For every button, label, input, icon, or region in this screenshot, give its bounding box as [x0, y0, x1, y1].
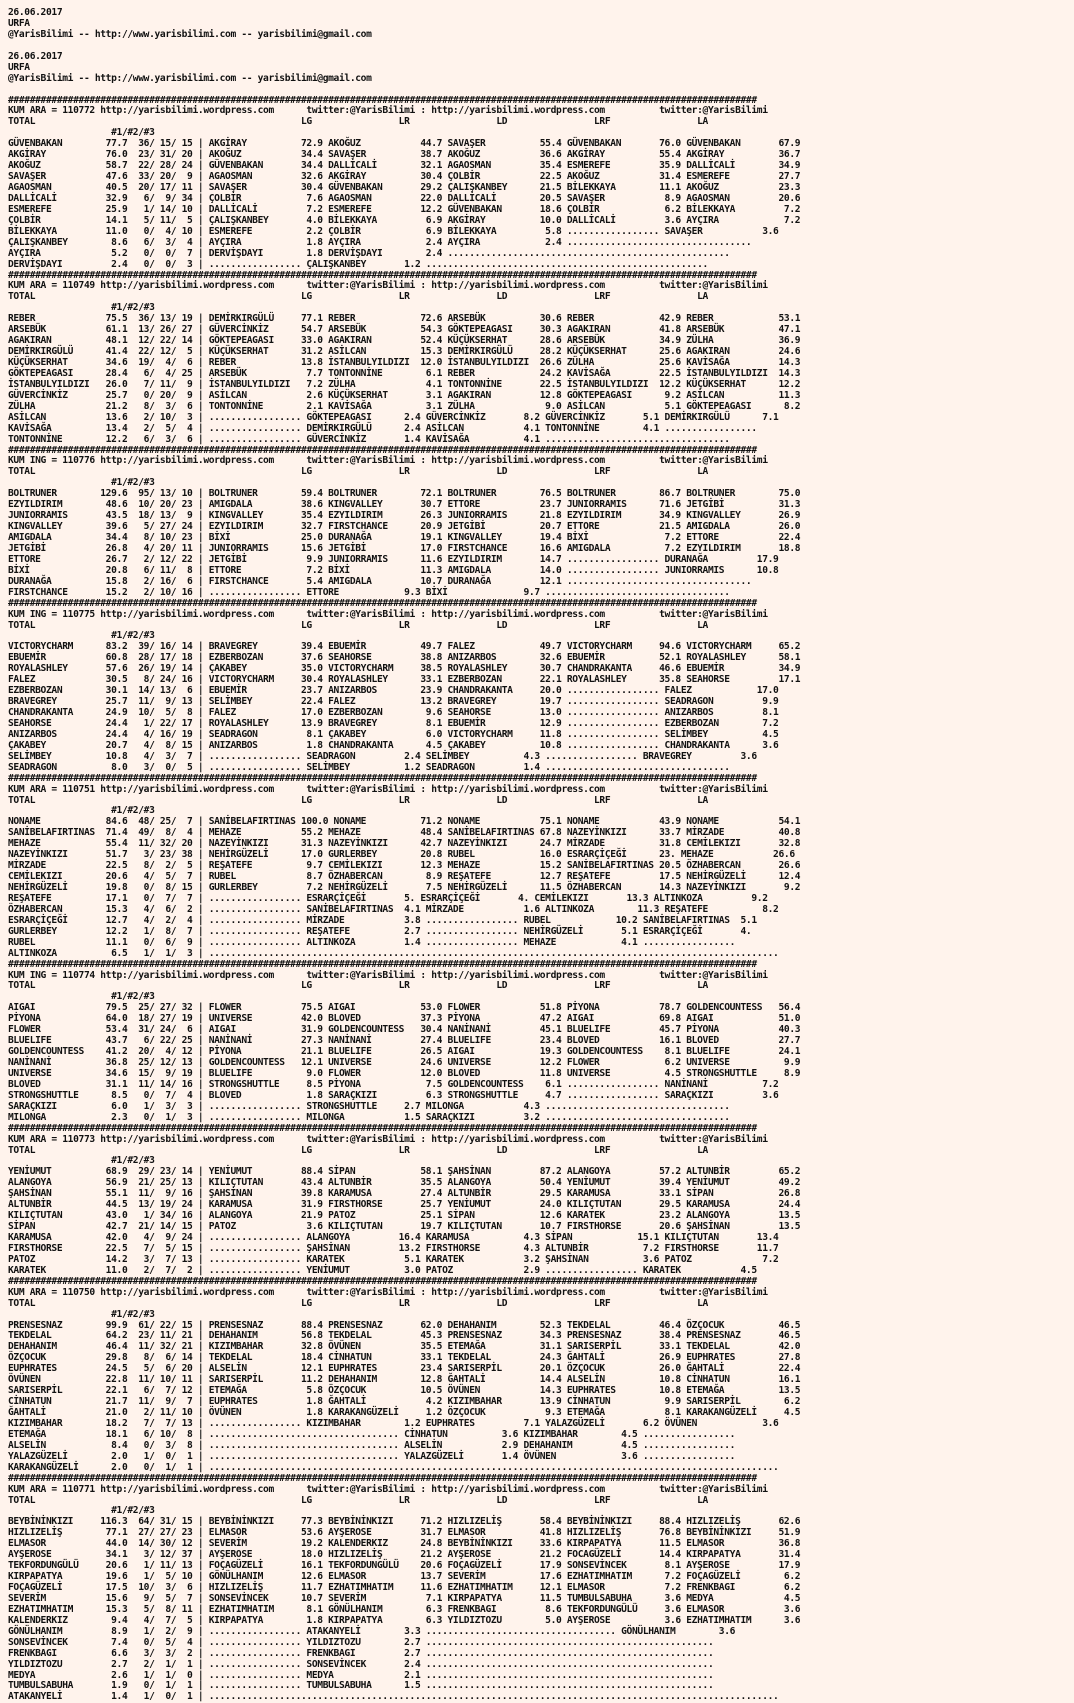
table-row: İSTANBULYILDIZI 26.0 7/ 11/ 9 | İSTANBULYILDIZI 7.2 ZÜLHA 4.1 TONTONNİNE 22.5 İSTANBULYILDIZI 12.2 KÜÇÜKSERHAT 12.2 — [8, 378, 801, 390]
table-row: UNIVERSE 34.6 15/ 9/ 19 | BLUELIFE 9.0 FLOWER 12.0 BLOVED 11.8 UNIVERSE 4.5 STRONGSHUTTLE 8.9 — [8, 1067, 801, 1079]
header-line: @YarisBilimi -- http://www.yarisbilimi.com -- yarisbilimi@gmail.com — [8, 28, 372, 40]
table-row: FLOWER 53.4 31/ 24/ 6 | AIGAI 31.9 GOLDENCOUNTESS 30.4 NANİNANİ 45.1 BLUELIFE 45.7 PİYONA 40.3 — [8, 1024, 801, 1036]
header-line: URFA — [8, 61, 30, 73]
table-row: EZYILDIRIM 48.6 10/ 20/ 23 | AMIGDALA 38.6 KINGVALLEY 30.7 ETTORE 23.7 JUNIORRAMIS 71.6 JETGİBİ 31.3 — [8, 499, 801, 511]
header-line: 26.06.2017 — [8, 7, 63, 18]
table-row: FRENKBAGI 6.6 3/ 3/ 2 | ................. FRENKBAGI 2.7 ..................................................... — [8, 1647, 714, 1659]
table-row: GÖNÜLHANIM 8.9 1/ 2/ 9 | ................. ATAKANYELİ 3.3 ................................... GÖNÜLHANIM 3.6 — [8, 1625, 736, 1637]
table-row: SEVERİM 15.6 9/ 5/ 7 | SONSEVİNCEK 10.7 SEVERİM 7.1 KIRPAPATYA 11.5 TUMBULSABUHA 3.6 MEDYA 4.5 — [8, 1592, 801, 1604]
table-row: CEMİLEKIZI 20.6 4/ 5/ 7 | RUBEL 8.7 ÖZHABERCAN 8.9 REŞATEFE 12.7 REŞATEFE 17.5 NEHİRGÜZELİ 12.4 — [8, 871, 801, 883]
table-row: DALLİCALİ 32.9 6/ 9/ 34 | ÇOLBİR 7.6 AGAOSMAN 22.0 DALLİCALİ 20.5 SAVAŞER 8.9 AGAOSMAN 20.6 — [8, 192, 801, 204]
table-row: ŞAHSİNAN 55.1 11/ 9/ 16 | ŞAHSİNAN 39.8 KARAMUSA 27.4 ALTUNBİR 29.5 KARAMUSA 33.1 SİPAN 26.8 — [8, 1188, 801, 1200]
race-title: KUM ARA = 110750 http://yarisbilimi.wordpress.com twitter:@YarisBilimi : http://yarisbilimi.wordpress.com twitter:@YarisBilimi — [8, 1286, 768, 1298]
column-headers: TOTAL LG LR LD LRF LA — [8, 291, 708, 303]
separator-rule: ########################################################################################################################################## — [8, 772, 757, 784]
placing-header: #1/#2/#3 — [8, 1155, 155, 1167]
table-row: VICTORYCHARM 83.2 39/ 16/ 14 | BRAVEGREY 39.4 EBUEMİR 49.7 FALEZ 49.7 VICTORYCHARM 94.6 VICTORYCHARM 65.2 — [8, 641, 801, 653]
table-row: KARATEK 11.0 2/ 7/ 2 | ................. YENİUMUT 3.0 PATOZ 2.9 ................. KARATEK 4.5 — [8, 1264, 757, 1276]
race-title: KUM ARA = 110771 http://yarisbilimi.wordpress.com twitter:@YarisBilimi : http://yarisbilimi.wordpress.com twitter:@YarisBilimi — [8, 1483, 768, 1495]
table-row: CHANDRAKANTA 24.9 10/ 5/ 8 | FALEZ 17.0 EZBERBOZAN 9.6 SEAHORSE 13.0 ................. ANIZARBOS 8.1 — [8, 707, 779, 718]
table-row: MILONGA 2.3 0/ 1/ 3 | ................. MILONGA 1.5 SARAÇKIZI 3.2 .................................. — [8, 1111, 730, 1123]
table-row: AGAKIRAN 48.1 12/ 22/ 14 | GÖKTEPEAGASI 33.0 AGAKIRAN 52.4 KÜÇÜKSERHAT 28.6 ARSEBÜK 34.9 ZÜLHA 36.9 — [8, 335, 801, 347]
table-row: ALSELİN 8.4 0/ 3/ 8 | ................................... ALSELİN 2.9 DEHAHANIM 4.5 ................. — [8, 1439, 736, 1451]
table-row: ELMASOR 44.0 14/ 30/ 12 | SEVERİM 19.2 KALENDERKIZ 24.8 BEYBİNİNKIZI 33.6 KIRPAPATYA 11.5 ELMASOR 36.8 — [8, 1538, 801, 1550]
placing-header: #1/#2/#3 — [8, 805, 155, 817]
separator-rule: ########################################################################################################################################## — [8, 94, 757, 106]
table-row: GÜVENBAKAN 77.7 36/ 15/ 15 | AKGİRAY 72.9 AKOĞUZ 44.7 SAVAŞER 55.4 GÜVENBAKAN 76.0 GÜVENBAKAN 67.9 — [8, 138, 801, 150]
table-row: KILIÇTUTAN 43.0 1/ 34/ 16 | ALANGOYA 21.9 PATOZ 25.1 SİPAN 12.6 KARATEK 23.2 ALANGOYA 13.5 — [8, 1210, 801, 1222]
table-row: GÖKTEPEAGASI 28.4 6/ 4/ 25 | ARSEBÜK 7.7 TONTONNİNE 6.1 REBER 24.2 KAVİSAĞA 22.5 İSTANBULYILDIZI 14.3 — [8, 367, 801, 379]
table-row: FIRSTCHANCE 15.2 2/ 10/ 16 | ................. ETTORE 9.3 BİXİ 9.7 .................................. — [8, 586, 730, 598]
table-row: ETEMAĞA 18.1 6/ 10/ 8 | ................................... CİNHATUN 3.6 KIZIMBAHAR 4.5 ................. — [8, 1428, 736, 1440]
table-row: AKOĞUZ 58.7 22/ 28/ 24 | GÜVENBAKAN 34.4 DALLİCALİ 32.1 AGAOSMAN 35.4 ESMEREFE 35.9 DALLİCALİ 34.9 — [8, 160, 801, 172]
race-title: KUM ARA = 110773 http://yarisbilimi.wordpress.com twitter:@YarisBilimi : http://yarisbilimi.wordpress.com twitter:@YarisBilimi — [8, 1133, 768, 1145]
table-row: AMIGDALA 34.4 8/ 10/ 23 | BİXİ 25.0 DURANAĞA 19.1 KINGVALLEY 19.4 BİXİ 7.2 ETTORE 22.4 — [8, 532, 801, 543]
table-row: KIZIMBAHAR 18.2 7/ 7/ 13 | ................. KIZIMBAHAR 1.2 EUPHRATES 7.1 YALAZGÜZELİ 6.2 ÖVÜNEN 3.6 — [8, 1417, 779, 1429]
table-row: YALAZGÜZELİ 2.0 1/ 0/ 1 | ................................... YALAZGÜZELİ 1.4 ÖVÜNEN 3.6 ................. — [8, 1450, 736, 1462]
placing-header: #1/#2/#3 — [8, 1505, 155, 1517]
table-row: SARAÇKIZI 6.0 1/ 3/ 3 | ................. STRONGSHUTTLE 2.7 MILONGA 4.3 .................................. — [8, 1100, 730, 1112]
table-row: AIGAI 79.5 25/ 27/ 32 | FLOWER 75.5 AIGAI 53.0 FLOWER 51.8 PİYONA 78.7 GOLDENCOUNTESS 56.4 — [8, 1002, 801, 1014]
table-row: DURANAĞA 15.8 2/ 16/ 6 | FIRSTCHANCE 5.4 AMIGDALA 10.7 DURANAĞA 12.1 .................................. — [8, 575, 752, 587]
table-row: PİYONA 64.0 18/ 27/ 19 | UNIVERSE 42.0 BLOVED 37.3 PİYONA 47.2 AIGAI 69.8 AIGAI 51.0 — [8, 1013, 801, 1025]
header-line: 26.06.2017 — [8, 50, 63, 62]
table-row: BOLTRUNER 129.6 95/ 13/ 10 | BOLTRUNER 59.4 BOLTRUNER 72.1 BOLTRUNER 76.5 BOLTRUNER 86.7 BOLTRUNER 75.0 — [8, 488, 801, 500]
race-title: KUM ING = 110775 http://yarisbilimi.wordpress.com twitter:@YarisBilimi : http://yarisbilimi.wordpress.com twitter:@YarisBilimi — [8, 608, 768, 620]
table-row: ALANGOYA 56.9 21/ 25/ 13 | KILIÇTUTAN 43.4 ALTUNBİR 35.5 ALANGOYA 50.4 YENİUMUT 39.4 YENİUMUT 49.2 — [8, 1177, 801, 1189]
column-headers: TOTAL LG LR LD LRF LA — [8, 116, 708, 128]
table-row: KARAMUSA 42.0 4/ 9/ 24 | ................. ALANGOYA 16.4 KARAMUSA 4.3 SİPAN 15.1 KILIÇTUTAN 13.4 — [8, 1232, 779, 1243]
table-row: SAVAŞER 47.6 33/ 20/ 9 | AGAOSMAN 32.6 AKGİRAY 30.4 ÇOLBİR 22.5 AKOĞUZ 31.4 ESMEREFE 27.7 — [8, 171, 801, 183]
separator-rule: ########################################################################################################################################## — [8, 597, 757, 609]
placing-header: #1/#2/#3 — [8, 630, 155, 642]
table-row: ARSEBÜK 61.1 13/ 26/ 27 | GÜVERCİNKİZ 54.7 ARSEBÜK 54.3 GÖKTEPEAGASI 30.3 AGAKIRAN 41.8 ARSEBÜK 47.1 — [8, 324, 801, 336]
table-row: ATAKANYELİ 1.4 1/ 0/ 1 | ......................................................................................................... — [8, 1691, 779, 1703]
table-row: BLOVED 31.1 11/ 14/ 16 | STRONGSHUTTLE 8.5 PİYONA 7.5 GOLDENCOUNTESS 6.1 ................. NANİNANİ 7.2 — [8, 1078, 779, 1090]
table-row: SONSEVİNCEK 7.4 0/ 5/ 4 | ................. YILDIZTOZU 2.7 ..................................................... — [8, 1636, 714, 1648]
table-row: MEHAZE 55.4 11/ 32/ 20 | NAZEYİNKIZI 31.3 NAZEYİNKIZI 42.7 NAZEYİNKIZI 24.7 MİRZADE 31.8 CEMİLEKIZI 32.8 — [8, 838, 801, 850]
header-line: @YarisBilimi -- http://www.yarisbilimi.com -- yarisbilimi@gmail.com — [8, 72, 372, 84]
table-row: ESMEREFE 25.9 1/ 14/ 10 | DALLİCALİ 7.2 ESMEREFE 12.2 GÜVENBAKAN 18.6 ÇOLBİR 6.2 BİLEKKAYA 7.2 — [8, 203, 801, 215]
table-row: ÇAKABEY 20.7 4/ 8/ 15 | ANIZARBOS 1.8 CHANDRAKANTA 4.5 ÇAKABEY 10.8 ................. CHANDRAKANTA 3.6 — [8, 739, 779, 751]
table-row: ETTORE 26.7 2/ 12/ 22 | JETGİBİ 9.9 JUNIORRAMIS 11.6 EZYILDIRIM 14.7 ................. DURANAĞA 17.9 — [8, 553, 779, 565]
table-row: FIRSTHORSE 22.5 7/ 5/ 15 | ................. ŞAHSİNAN 13.2 FIRSTHORSE 4.3 ALTUNBİR 7.2 FIRSTHORSE 11.7 — [8, 1242, 779, 1254]
table-row: YENİUMUT 68.9 29/ 23/ 14 | YENİUMUT 88.4 SİPAN 58.1 ŞAHSİNAN 87.2 ALANGOYA 57.2 ALTUNBİR 65.2 — [8, 1166, 801, 1178]
race-title: KUM ARA = 110751 http://yarisbilimi.wordpress.com twitter:@YarisBilimi : http://yarisbilimi.wordpress.com twitter:@YarisBilimi — [8, 783, 768, 795]
table-row: SELİMBEY 10.8 4/ 3/ 7 | ................. SEADRAGON 2.4 SELİMBEY 4.3 ................. BRAVEGREY 3.6 — [8, 750, 757, 762]
table-row: TEKDELAL 64.2 23/ 11/ 21 | DEHAHANIM 56.8 TEKDELAL 45.3 PRENSESNAZ 34.3 PRENSESNAZ 38.4 PRENSESNAZ 46.5 — [8, 1330, 801, 1342]
column-headers: TOTAL LG LR LD LRF LA — [8, 794, 708, 806]
table-row: KIRPAPATYA 19.6 1/ 5/ 10 | GÖNÜLHANIM 12.6 ELMASOR 13.7 SEVERİM 17.6 EZHATIMHATIM 7.2 FOÇAGÜZELİ 6.2 — [8, 1571, 801, 1583]
table-row: AGAOSMAN 40.5 20/ 17/ 11 | SAVAŞER 30.4 GÜVENBAKAN 29.2 ÇALIŞKANBEY 21.5 BİLEKKAYA 11.1 AKOĞUZ 23.3 — [8, 182, 801, 193]
placing-header: #1/#2/#3 — [8, 991, 155, 1003]
table-row: EZBERBOZAN 30.1 14/ 13/ 6 | EBUEMİR 23.7 ANIZARBOS 23.9 CHANDRAKANTA 20.0 ................. FALEZ 17.0 — [8, 685, 779, 697]
table-row: KINGVALLEY 39.6 5/ 27/ 24 | EZYILDIRIM 32.7 FIRSTCHANCE 20.9 JETGİBİ 20.7 ETTORE 21.5 AMIGDALA 26.0 — [8, 521, 801, 533]
column-headers: TOTAL LG LR LD LRF LA — [8, 1494, 708, 1506]
placing-header: #1/#2/#3 — [8, 127, 155, 139]
placing-header: #1/#2/#3 — [8, 1308, 155, 1320]
race-title: KUM ING = 110774 http://yarisbilimi.wordpress.com twitter:@YarisBilimi : http://yarisbilimi.wordpress.com twitter:@YarisBilimi — [8, 969, 768, 981]
table-row: REBER 75.5 36/ 13/ 19 | DEMİRKIRGÜLÜ 77.1 REBER 72.6 ARSEBÜK 30.6 REBER 42.9 REBER 53.1 — [8, 313, 801, 325]
table-row: ÖZHABERCAN 15.3 4/ 6/ 2 | ................. SANİBELAFIRTINAS 4.1 MİRZADE 1.6 ALTINKOZA 11.3 REŞATEFE 8.2 — [8, 903, 779, 915]
table-row: ANIZARBOS 24.4 4/ 16/ 19 | SEADRAGON 8.1 ÇAKABEY 6.0 VICTORYCHARM 11.8 ................. SELİMBEY 4.5 — [8, 728, 779, 740]
table-row: SEAHORSE 24.4 1/ 22/ 17 | ROYALASHLEY 13.9 BRAVEGREY 8.1 EBUEMİR 12.9 ................. EZBERBOZAN 7.2 — [8, 717, 779, 729]
table-row: FOÇAGÜZELİ 17.5 10/ 3/ 6 | HIZLIZELİŞ 11.7 EZHATIMHATIM 11.6 EZHATIMHATIM 12.1 ELMASOR 7.2 FRENKBAGI 6.2 — [8, 1582, 801, 1593]
table-row: ÖVÜNEN 22.8 11/ 10/ 11 | SARISERPİL 11.2 DEHAHANIM 12.8 ĞAHTALİ 14.4 ALSELİN 10.8 CİNHATUN 16.1 — [8, 1374, 801, 1386]
table-row: RUBEL 11.1 0/ 6/ 9 | ................. ALTINKOZA 1.4 ................. MEHAZE 4.1 ................. — [8, 936, 736, 948]
separator-rule: ########################################################################################################################################## — [8, 1122, 757, 1134]
race-title: KUM ING = 110776 http://yarisbilimi.wordpress.com twitter:@YarisBilimi : http://yarisbilimi.wordpress.com twitter:@YarisBilimi — [8, 455, 768, 467]
table-row: SİPAN 42.7 21/ 14/ 15 | PATOZ 3.6 KILIÇTUTAN 19.7 KILIÇTUTAN 10.7 FIRSTHORSE 20.6 ŞAHSİNAN 13.5 — [8, 1221, 801, 1233]
table-row: NAZEYİNKIZI 51.7 3/ 23/ 38 | NEHİRGÜZELİ 17.0 GURLERBEY 20.8 RUBEL 16.0 ESRARÇİÇEĞİ 23. MEHAZE 26.6 — [8, 849, 795, 861]
column-headers: TOTAL LG LR LD LRF LA — [8, 619, 708, 631]
table-row: YILDIZTOZU 2.7 2/ 1/ 1 | ................. SONSEVİNCEK 2.4 ..................................................... — [8, 1658, 714, 1670]
table-row: BİXİ 20.8 6/ 11/ 8 | ETTORE 7.2 BİXİ 11.3 AMIGDALA 14.0 ................. JUNIORRAMIS 10.8 — [8, 564, 779, 576]
table-row: BEYBİNİNKIZI 116.3 64/ 31/ 15 | BEYBİNİNKIZI 77.3 BEYBİNİNKIZI 71.2 HIZLIZELİŞ 58.4 BEYBİNİNKIZI 88.4 HIZLIZELİŞ 62.6 — [8, 1516, 801, 1528]
spacer — [8, 41, 1074, 52]
table-row: AYÇIRA 5.2 0/ 0/ 7 | DERVİŞDAYI 1.8 DERVİŞDAYI 2.4 .................................................... — [8, 247, 730, 259]
table-row: TEKFORDUNGÜLÜ 20.6 1/ 11/ 13 | FOÇAGÜZELİ 16.1 TEKFORDUNGÜLÜ 20.6 FOÇAGÜZELİ 17.9 SONSEVİNCEK 8.1 AYŞEROSE 17.9 — [8, 1560, 801, 1572]
table-row: AKGİRAY 76.0 23/ 31/ 20 | AKOĞUZ 34.4 SAVAŞER 38.7 AKOĞUZ 36.6 AKGİRAY 55.4 AKGİRAY 36.7 — [8, 149, 801, 161]
separator-rule: ########################################################################################################################################## — [8, 958, 757, 970]
table-row: HIZLIZELİŞ 77.1 27/ 27/ 23 | ELMASOR 53.6 AYŞEROSE 31.7 ELMASOR 41.8 HIZLIZELİŞ 76.8 BEYBİNİNKIZI 51.9 — [8, 1527, 801, 1539]
table-row: FALEZ 30.5 8/ 24/ 16 | VICTORYCHARM 30.4 ROYALASHLEY 33.1 EZBERBOZAN 22.1 ROYALASHLEY 35.8 SEAHORSE 17.1 — [8, 674, 801, 686]
table-row: BRAVEGREY 25.7 11/ 9/ 13 | SELİMBEY 22.4 FALEZ 13.2 BRAVEGREY 19.7 ................. SEADRAGON 9.9 — [8, 696, 779, 708]
table-row: BİLEKKAYA 11.0 0/ 4/ 10 | ESMEREFE 2.2 ÇOLBİR 6.9 BİLEKKAYA 5.8 ................. SAVAŞER 3.6 — [8, 225, 779, 237]
column-headers: TOTAL LG LR LD LRF LA — [8, 1297, 708, 1309]
table-row: NEHİRGÜZELİ 19.8 0/ 8/ 15 | GURLERBEY 7.2 NEHİRGÜZELİ 7.5 NEHİRGÜZELİ 11.5 ÖZHABERCAN 14.3 NAZEYİNKIZI 9.2 — [8, 882, 801, 893]
table-row: BLUELIFE 43.7 6/ 22/ 25 | NANİNANİ 27.3 NANİNANİ 27.4 BLUELIFE 23.4 BLOVED 16.1 BLOVED 27.7 — [8, 1035, 801, 1047]
table-row: KALENDERKIZ 9.4 4/ 7/ 5 | KIRPAPATYA 1.8 KIRPAPATYA 6.3 YILDIZTOZU 5.0 AYŞEROSE 3.6 EZHATIMHATIM 3.6 — [8, 1614, 801, 1626]
table-row: KAVİSAĞA 13.4 2/ 5/ 4 | ................. DEMİRKIRGÜLÜ 2.4 ASİLCAN 4.1 TONTONNİNE 4.1 ................. — [8, 422, 757, 434]
table-row: MİRZADE 22.5 8/ 2/ 5 | REŞATEFE 9.7 CEMİLEKIZI 12.3 MEHAZE 15.2 SANİBELAFIRTINAS 20.5 ÖZHABERCAN 26.6 — [8, 860, 801, 872]
table-row: ÇALIŞKANBEY 8.6 6/ 3/ 4 | AYÇIRA 1.8 AYÇIRA 2.4 AYÇIRA 2.4 .................................. — [8, 236, 752, 248]
table-row: NONAME 84.6 48/ 25/ 7 | SANİBELAFIRTINAS 100.0 NONAME 71.2 NONAME 75.1 NONAME 43.9 NONAME 54.1 — [8, 816, 801, 828]
table-row: ALTINKOZA 6.5 1/ 1/ 3 | ......................................................................................................... — [8, 947, 779, 959]
table-row: ĞAHTALİ 21.0 2/ 11/ 10 | ÖVÜNEN 1.8 KARAKANGÜZELİ 1.2 ÖZÇOCUK 9.3 ETEMAĞA 8.1 KARAKANGÜZELİ 4.5 — [8, 1407, 801, 1418]
race-title: KUM ARA = 110749 http://yarisbilimi.wordpress.com twitter:@YarisBilimi : http://yarisbilimi.wordpress.com twitter:@YarisBilimi — [8, 280, 768, 292]
table-row: SANİBELAFIRTINAS 71.4 49/ 8/ 4 | MEHAZE 55.2 MEHAZE 48.4 SANİBELAFIRTINAS 67.8 NAZEYİNKIZI 33.7 MİRZADE 40.8 — [8, 827, 801, 839]
table-row: ASİLCAN 13.6 2/ 10/ 3 | ................. GÖKTEPEAGASI 2.4 GÜVERCİNKİZ 8.2 GÜVERCİNKİZ 5.1 DEMİRKIRGÜLÜ 7.1 — [8, 411, 779, 423]
table-row: REŞATEFE 17.1 0/ 7/ 7 | ................. ESRARÇİÇEĞİ 5. ESRARÇİÇEĞİ 4. CEMİLEKIZI 13.3 ALTINKOZA 9.2 — [8, 892, 768, 904]
table-row: JUNIORRAMIS 43.5 18/ 13/ 9 | KINGVALLEY 35.4 EZYILDIRIM 26.3 JUNIORRAMIS 21.8 EZYILDIRIM 34.9 KINGVALLEY 26.9 — [8, 510, 801, 522]
table-row: JETGİBİ 26.8 4/ 20/ 11 | JUNIORRAMIS 15.6 JETGİBİ 17.0 FIRSTCHANCE 16.6 AMIGDALA 7.2 EZYILDIRIM 18.8 — [8, 542, 801, 554]
table-row: KARAKANGÜZELİ 2.0 0/ 1/ 1 | ......................................................................................................... — [8, 1461, 779, 1473]
placing-header: #1/#2/#3 — [8, 477, 155, 489]
column-headers: TOTAL LG LR LD LRF LA — [8, 980, 708, 992]
table-row: ROYALASHLEY 57.6 26/ 19/ 14 | ÇAKABEY 35.0 VICTORYCHARM 38.5 ROYALASHLEY 30.7 CHANDRAKANTA 46.6 EBUEMİR 34.9 — [8, 663, 801, 675]
spacer — [8, 85, 1074, 96]
table-row: DERVİŞDAYI 2.4 0/ 0/ 3 | ................. ÇALIŞKANBEY 1.2 .................................................... — [8, 258, 708, 270]
table-row: EUPHRATES 24.5 5/ 6/ 20 | ALSELİN 12.1 EUPHRATES 23.4 SARISERPİL 20.1 ÖZÇOCUK 26.0 ĞAHTALİ 22.4 — [8, 1363, 801, 1375]
table-row: ÇOLBİR 14.1 5/ 11/ 5 | ÇALIŞKANBEY 4.0 BİLEKKAYA 6.9 AKGİRAY 10.0 DALLİCALİ 3.6 AYÇIRA 7.2 — [8, 214, 801, 226]
table-row: SARISERPİL 22.1 6/ 7/ 12 | ETEMAĞA 5.8 ÖZÇOCUK 10.5 ÖVÜNEN 14.3 EUPHRATES 10.8 ETEMAĞA 13.5 — [8, 1385, 801, 1397]
table-row: EZHATIMHATIM 15.3 5/ 8/ 11 | EZHATIMHATIM 8.1 GÖNÜLHANIM 6.3 FRENKBAGI 8.6 TEKFORDUNGÜLÜ 3.6 ELMASOR 3.6 — [8, 1603, 801, 1615]
table-row: STRONGSHUTTLE 8.5 0/ 7/ 4 | BLOVED 1.8 SARAÇKIZI 6.3 STRONGSHUTTLE 4.7 ................. SARAÇKIZI 3.6 — [8, 1089, 779, 1101]
table-row: DEMİRKIRGÜLÜ 41.4 22/ 12/ 5 | KÜÇÜKSERHAT 31.2 ASİLCAN 15.3 DEMİRKIRGÜLÜ 28.2 KÜÇÜKSERHAT 25.6 AGAKIRAN 24.6 — [8, 346, 801, 358]
separator-rule: ########################################################################################################################################## — [8, 1275, 757, 1287]
placing-header: #1/#2/#3 — [8, 302, 155, 314]
table-row: TUMBULSABUHA 1.9 0/ 1/ 1 | ................. TUMBULSABUHA 1.5 ..................................................... — [8, 1680, 714, 1692]
table-row: PATOZ 14.2 3/ 7/ 13 | ................. KARATEK 5.1 KARATEK 3.2 ŞAHSİNAN 3.6 PATOZ 7.2 — [8, 1253, 779, 1265]
table-row: GURLERBEY 12.2 1/ 8/ 7 | ................. REŞATEFE 2.7 ................. NEHİRGÜZELİ 5.1 ESRARÇİÇEĞİ 4. — [8, 925, 752, 937]
table-row: MEDYA 2.6 1/ 1/ 0 | ................. MEDYA 2.1 ..................................................... — [8, 1669, 714, 1681]
table-row: NANİNANİ 36.8 25/ 12/ 13 | GOLDENCOUNTESS 12.1 UNIVERSE 24.6 UNIVERSE 12.2 FLOWER 6.2 UNIVERSE 9.9 — [8, 1057, 801, 1068]
table-row: ÖZÇOCUK 29.8 8/ 6/ 14 | TEKDELAL 18.4 CİNHATUN 33.1 TEKDELAL 24.3 ĞAHTALİ 26.9 EUPHRATES 27.8 — [8, 1352, 801, 1364]
table-row: PRENSESNAZ 99.9 61/ 22/ 15 | PRENSESNAZ 88.4 PRENSESNAZ 62.0 DEHAHANIM 52.3 TEKDELAL 46.4 ÖZÇOCUK 46.5 — [8, 1319, 801, 1331]
table-row: AYŞEROSE 34.1 3/ 12/ 37 | AYŞEROSE 18.0 HIZLIZELİŞ 21.2 AYŞEROSE 21.2 FOCAGÜZELİ 14.4 KIRPAPATYA 31.4 — [8, 1549, 801, 1561]
table-row: GÜVERCİNKİZ 25.7 0/ 20/ 9 | ASİLCAN 2.6 KÜÇÜKSERHAT 3.1 AGAKIRAN 12.8 GÖKTEPEAGASI 9.2 ASİLCAN 11.3 — [8, 389, 801, 401]
table-row: ALTUNBİR 44.5 13/ 19/ 24 | KARAMUSA 31.9 FIRSTHORSE 25.7 YENİUMUT 24.0 KILIÇTUTAN 29.5 KARAMUSA 24.4 — [8, 1199, 801, 1211]
table-row: SEADRAGON 8.0 3/ 0/ 5 | ................. SELİMBEY 1.2 SEADRAGON 1.4 .................................. — [8, 761, 730, 773]
race-title: KUM ARA = 110772 http://yarisbilimi.wordpress.com twitter:@YarisBilimi : http://yarisbilimi.wordpress.com twitter:@YarisBilimi — [8, 105, 768, 117]
table-row: ESRARÇİÇEĞİ 12.7 4/ 2/ 4 | ................. MİRZADE 3.8 ................. RUBEL 10.2 SANİBELAFIRTINAS 5.1 — [8, 914, 757, 926]
table-row: ZÜLHA 21.2 8/ 3/ 6 | TONTONNİNE 2.1 KAVİSAĞA 3.1 ZÜLHA 9.0 ASİLCAN 5.1 GÖKTEPEAGASI 8.2 — [8, 400, 801, 412]
header-line: URFA — [8, 17, 30, 29]
table-row: TONTONNİNE 12.2 6/ 3/ 6 | ................. GÜVERCİNKİZ 1.4 KAVİSAĞA 4.1 .................................. — [8, 433, 730, 445]
column-headers: TOTAL LG LR LD LRF LA — [8, 466, 708, 478]
column-headers: TOTAL LG LR LD LRF LA — [8, 1144, 708, 1156]
table-row: KÜÇÜKSERHAT 34.6 19/ 4/ 6 | REBER 13.8 İSTANBULYILDIZI 12.0 İSTANBULYILDIZI 26.6 ZÜLHA 25.6 KAVİSAĞA 14.3 — [8, 357, 801, 368]
table-row: CİNHATUN 21.7 11/ 9/ 7 | EUPHRATES 1.8 ĞAHTALİ 4.2 KIZIMBAHAR 13.9 CİNHATUN 9.9 SARISERPİL 6.2 — [8, 1396, 801, 1408]
separator-rule: ########################################################################################################################################## — [8, 1472, 757, 1484]
separator-rule: ########################################################################################################################################## — [8, 444, 757, 456]
table-row: EBUEMİR 60.8 28/ 17/ 18 | EZBERBOZAN 37.6 SEAHORSE 38.8 ANIZARBOS 32.6 EBUEMİR 52.1 ROYALASHLEY 58.1 — [8, 652, 801, 664]
separator-rule: ########################################################################################################################################## — [8, 269, 757, 281]
table-row: GOLDENCOUNTESS 41.2 20/ 4/ 12 | PİYONA 21.1 BLUELIFE 26.5 AIGAI 19.3 GOLDENCOUNTESS 8.1 BLUELIFE 24.1 — [8, 1046, 801, 1058]
table-row: DEHAHANIM 46.4 11/ 32/ 21 | KIZIMBAHAR 32.8 ÖVÜNEN 35.5 ETEMAĞA 31.1 SARISERPİL 33.1 TEKDELAL 42.0 — [8, 1341, 801, 1353]
